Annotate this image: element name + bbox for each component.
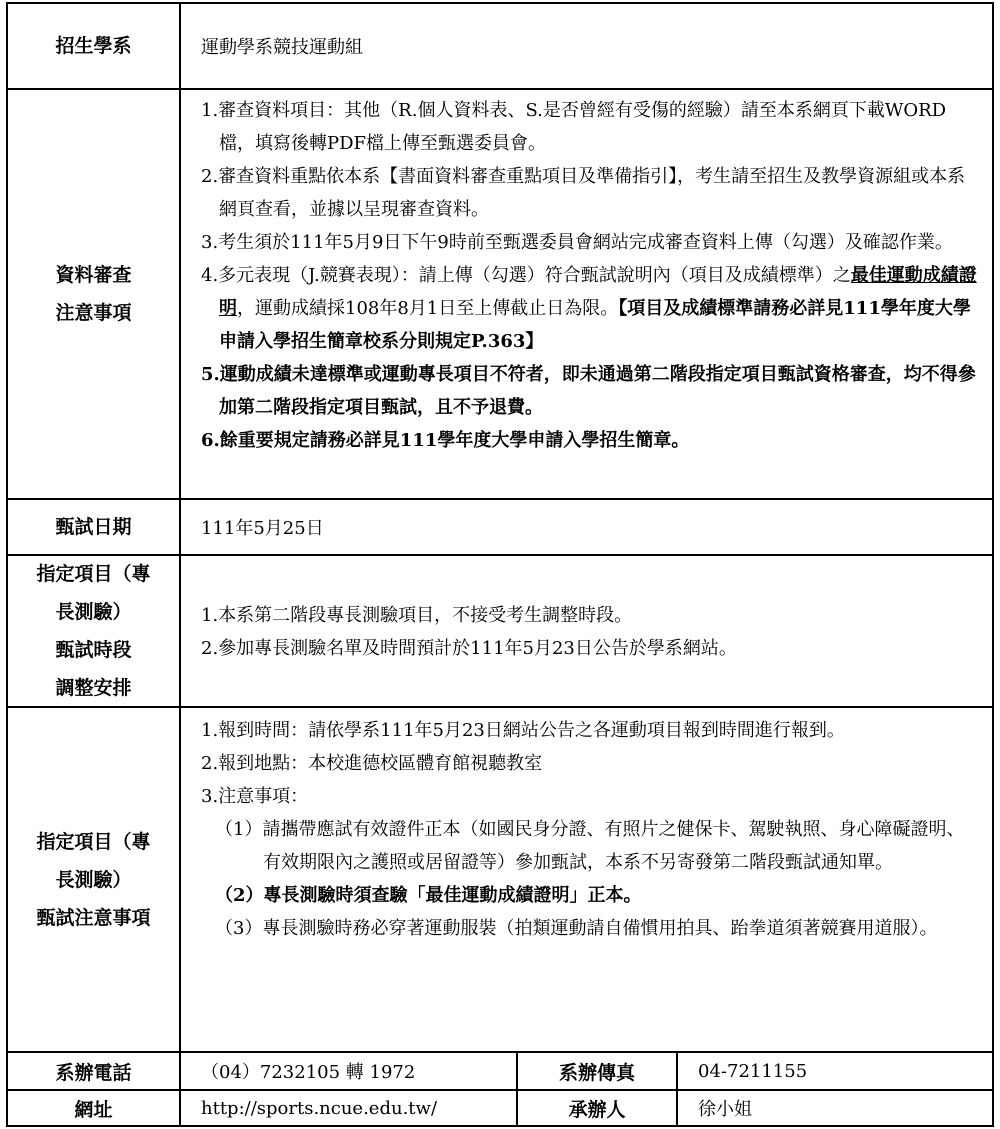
url-row — [8, 1089, 992, 1125]
review-notes-content — [181, 90, 992, 498]
best-record-proof-text: 最佳運動成績證明 — [219, 265, 977, 319]
exam-sub-item-1: （1）請攜帶應試有效證件正本（如國民身分證、有照片之健保卡、駕駛執照、身心障礙證明、有效期限內之護照或居留證等）參加甄試，本系不另寄發第二階段甄試通知單。 — [215, 819, 965, 873]
exam-notes-content — [181, 708, 992, 1051]
exam-notes-row — [8, 706, 992, 1051]
phone-label: 系辦電話 — [8, 1053, 181, 1089]
schedule-item-2: 2.參加專長測驗名單及時間預計於111年5月23日公告於學系網站。 — [201, 638, 737, 659]
reference-rules-text: 【項目及成績標準請務必詳見111學年度大學申請入學招生簡章校系分則規定P.363】 — [219, 298, 971, 352]
schedule-adjust-content — [181, 556, 992, 706]
department-row — [8, 4, 992, 88]
phone-value: （04）7232105 轉 1972 — [181, 1053, 518, 1089]
review-item-2: 2.審查資料重點依本系【書面資料審查重點項目及準備指引】，考生請至招生及教學資源組或本系網頁查看，並據以呈現審查資料。 — [201, 166, 966, 220]
review-item-3: 3.考生須於111年5月9日下午9時前至甄選委員會網站完成審查資料上傳（勾選）及確認作業。 — [201, 232, 953, 253]
person-value: 徐小姐 — [698, 1099, 752, 1120]
schedule-adjust-row — [8, 554, 992, 706]
exam-date-label: 甄試日期 — [8, 500, 181, 554]
review-item-6: 6.餘重要規定請務必詳見111學年度大學申請入學招生簡章。 — [201, 430, 690, 451]
fax-value: 04-7211155 — [698, 1060, 808, 1082]
exam-sub-item-2: （2）專長測驗時須查驗「最佳運動成績證明」正本。 — [215, 885, 642, 906]
exam-item-3: 3.注意事項： — [201, 786, 309, 807]
department-value: 運動學系競技運動組 — [201, 36, 363, 58]
schedule-adjust-label: 指定項目（專 長測驗） 甄試時段 調整安排 — [8, 556, 181, 706]
review-item-1: 1.審查資料項目：其他（R.個人資料表、S.是否曾經有受傷的經驗）請至本系網頁下載WORD檔，填寫後轉PDF檔上傳至甄選委員會。 — [201, 100, 947, 154]
review-item-4: 4.多元表現（J.競賽表現）：請上傳（勾選）符合甄試說明內（項目及成績標準）之最佳運動成績證明，運動成績採108年8月1日至上傳截止日為限。【項目及成績標準請務必詳見111學年度大學申請入學招生簡章校系分則規定P.363】 — [201, 265, 977, 352]
exam-date-row — [8, 498, 992, 554]
admission-info-table — [6, 2, 994, 1127]
exam-notes-label: 指定項目（專 長測驗） 甄試注意事項 — [8, 708, 181, 1051]
review-notes-row — [8, 88, 992, 498]
exam-sub-item-3: （3）專長測驗時務必穿著運動服裝（拍類運動請自備慣用拍具、跆拳道須著競賽用道服）。 — [215, 918, 938, 939]
review-notes-label: 資料審查 注意事項 — [8, 90, 181, 498]
person-label: 承辦人 — [518, 1091, 678, 1125]
url-label: 網址 — [8, 1091, 181, 1125]
exam-item-1: 1.報到時間：請依學系111年5月23日網站公告之各運動項目報到時間進行報到。 — [201, 720, 845, 741]
department-label: 招生學系 — [8, 4, 181, 88]
url-value[interactable]: http://sports.ncue.edu.tw/ — [181, 1091, 518, 1125]
phone-row — [8, 1051, 992, 1089]
schedule-item-1: 1.本系第二階段專長測驗項目，不接受考生調整時段。 — [201, 605, 633, 626]
exam-item-2: 2.報到地點：本校進德校區體育館視聽教室 — [201, 753, 543, 774]
fax-label: 系辦傳真 — [518, 1053, 678, 1089]
review-item-5: 5.運動成績未達標準或運動專長項目不符者，即未通過第二階段指定項目甄試資格審查，均不得參加第二階段指定項目甄試，且不予退費。 — [201, 364, 976, 418]
exam-date-value: 111年5月25日 — [201, 517, 324, 539]
